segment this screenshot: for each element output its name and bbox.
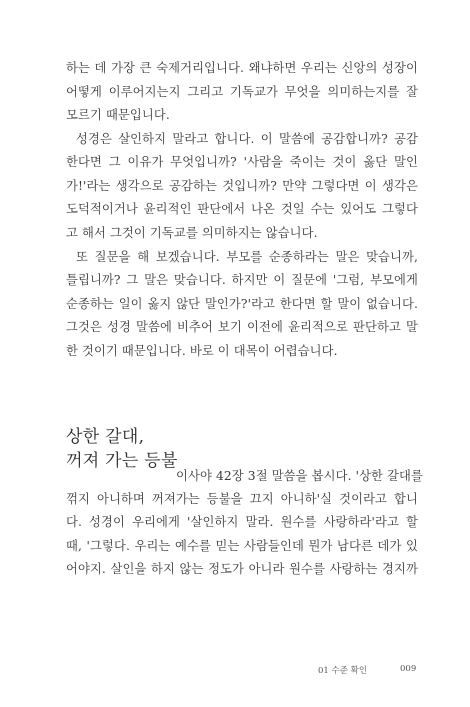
page-number: 009 — [400, 664, 417, 674]
body-line: 그것은 성경 말씀에 비추어 보기 이전에 윤리적으로 판단하고 말 — [66, 320, 418, 334]
body-line: 하는 데 가장 큰 숙제거리입니다. 왜냐하면 우리는 신앙의 성장이 — [66, 61, 418, 75]
body-line: 한 것이기 때문입니다. 바로 이 대목이 어렵습니다. — [66, 344, 338, 358]
running-footer-chapter: 01 수준 확인 — [318, 666, 368, 676]
body-line: 고 해서 그것이 기독교를 의미하지는 않습니다. — [66, 226, 318, 240]
section-title-line2: 꺼져 가는 등불 — [66, 451, 178, 471]
body-line: 다. 성경이 우리에게 '살인하지 말라. 원수를 사랑하라'라고 할 — [66, 515, 418, 529]
body-line: 틀립니까? 그 말은 맞습니다. 하지만 이 질문에 '그럼, 부모에게 — [66, 273, 418, 287]
section-title-line1: 상한 갈대, — [66, 427, 145, 447]
body-line: 모르기 때문입니다. — [66, 108, 170, 122]
body-line: 순종하는 일이 옳지 않단 말인가?'라고 한다면 할 말이 없습니다. — [66, 297, 418, 311]
body-line: 또 질문을 해 보겠습니다. 부모를 순종하라는 말은 맞습니까, — [76, 250, 418, 264]
body-line: 어떻게 이루어지는지 그리고 기독교가 무엇을 의미하는지를 잘 — [66, 85, 418, 99]
body-line: 이사야 42장 3절 말씀을 봅시다. '상한 갈대를 — [176, 469, 423, 483]
body-line: 성경은 살인하지 말라고 합니다. 이 말씀에 공감합니까? 공감 — [76, 132, 418, 146]
body-line: 도덕적이거나 윤리적인 판단에서 나온 것일 수는 있어도 그렇다 — [66, 202, 418, 216]
body-line: 어야지. 살인을 하지 않는 정도가 아니라 원수를 사랑하는 경지까 — [66, 562, 418, 576]
body-line: 가!'라는 생각으로 공감하는 것입니까? 만약 그렇다면 이 생각은 — [66, 179, 418, 193]
body-line: 한다면 그 이유가 무엇입니까? '사람을 죽이는 것이 옳단 말인 — [66, 155, 418, 169]
body-line: 때, '그렇다. 우리는 예수를 믿는 사람들인데 뭔가 남다른 데가 있 — [66, 539, 418, 553]
body-line: 꺾지 아니하며 꺼져가는 등불을 끄지 아니하'실 것이라고 합니 — [66, 492, 418, 506]
